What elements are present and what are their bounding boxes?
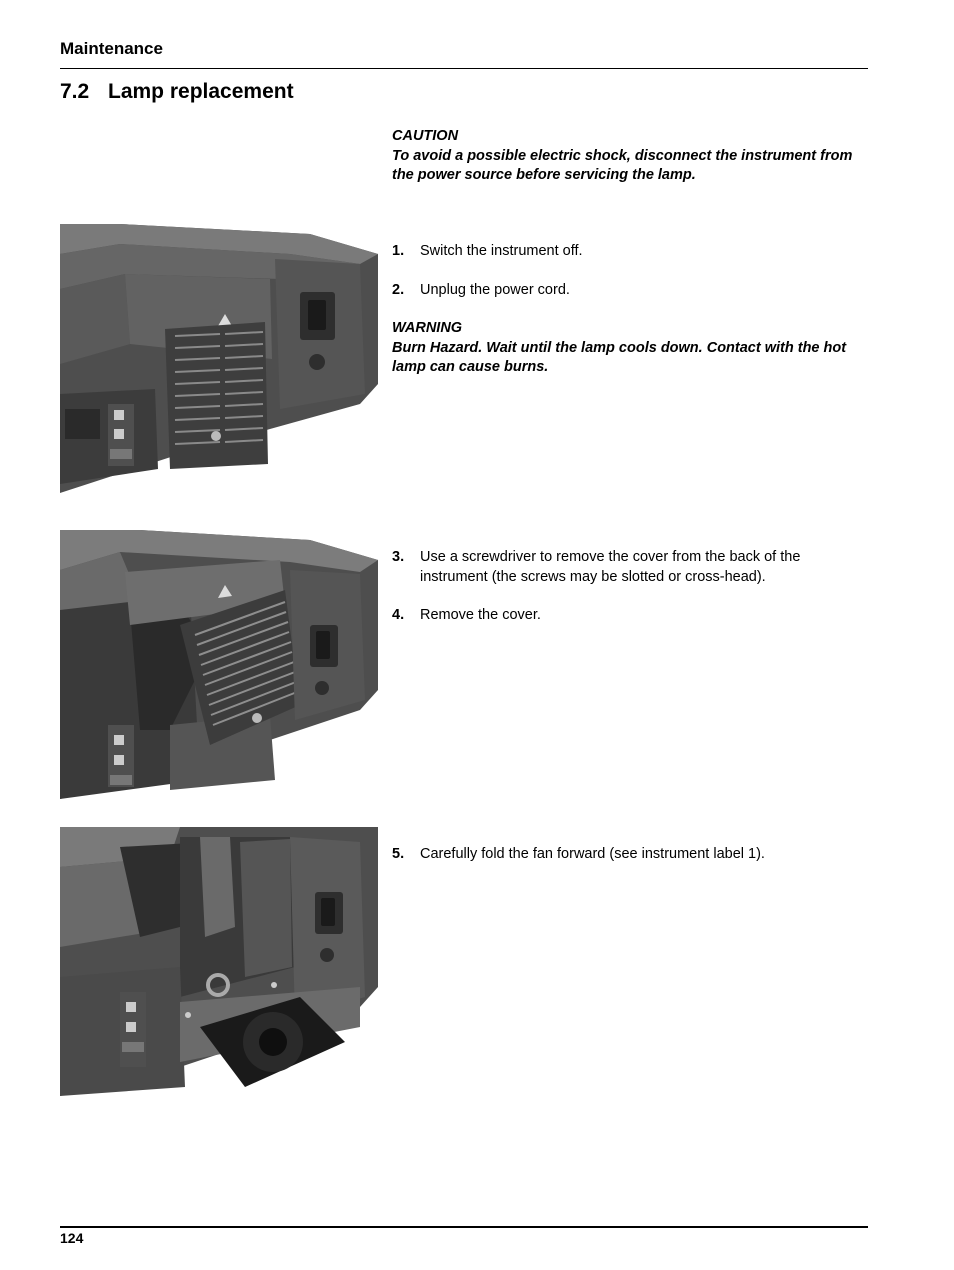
step-5: [392, 845, 862, 865]
figure-fan-fold: [60, 827, 378, 1096]
figure-rear-panel-closed: [60, 224, 378, 493]
running-header: Maintenance: [60, 39, 163, 58]
warning-note: [392, 319, 872, 378]
step-number: 2.: [392, 282, 405, 298]
instrument-rear-illustration: [60, 224, 378, 493]
step-text: Use a screwdriver to remove the cover from the back of the instrument (the screws may be slotted or cross-head).: [420, 549, 801, 585]
footer-rule: [60, 1226, 868, 1228]
caution-note: [392, 127, 872, 186]
step-2: [392, 281, 862, 301]
step-number: 3.: [392, 549, 405, 565]
caution-text: To avoid a possible electric shock, disconnect the instrument from the power source before servicing the lamp.: [392, 147, 853, 183]
section-heading: [60, 80, 294, 104]
step-number: 5.: [392, 846, 405, 862]
figure-cover-removal: [60, 530, 378, 799]
page-number: 124: [60, 1230, 84, 1246]
step-text: Switch the instrument off.: [420, 243, 583, 259]
step-3: [392, 548, 862, 587]
header-rule: [60, 68, 868, 69]
step-text: Remove the cover.: [420, 607, 541, 623]
step-text: Unplug the power cord.: [420, 282, 570, 298]
warning-label: WARNING: [392, 320, 463, 336]
step-number: 1.: [392, 243, 405, 259]
caution-label: CAUTION: [392, 128, 459, 144]
step-1: [392, 242, 862, 262]
step-4: [392, 606, 862, 626]
fan-fold-illustration: [60, 827, 378, 1096]
step-text: Carefully fold the fan forward (see instrument label 1).: [420, 846, 765, 862]
step-number: 4.: [392, 607, 405, 623]
section-title-text: Lamp replacement: [108, 80, 294, 103]
cover-removal-illustration: [60, 530, 378, 799]
section-number: 7.2: [60, 80, 90, 103]
warning-text: Burn Hazard. Wait until the lamp cools down. Contact with the hot lamp can cause burns.: [392, 339, 847, 375]
